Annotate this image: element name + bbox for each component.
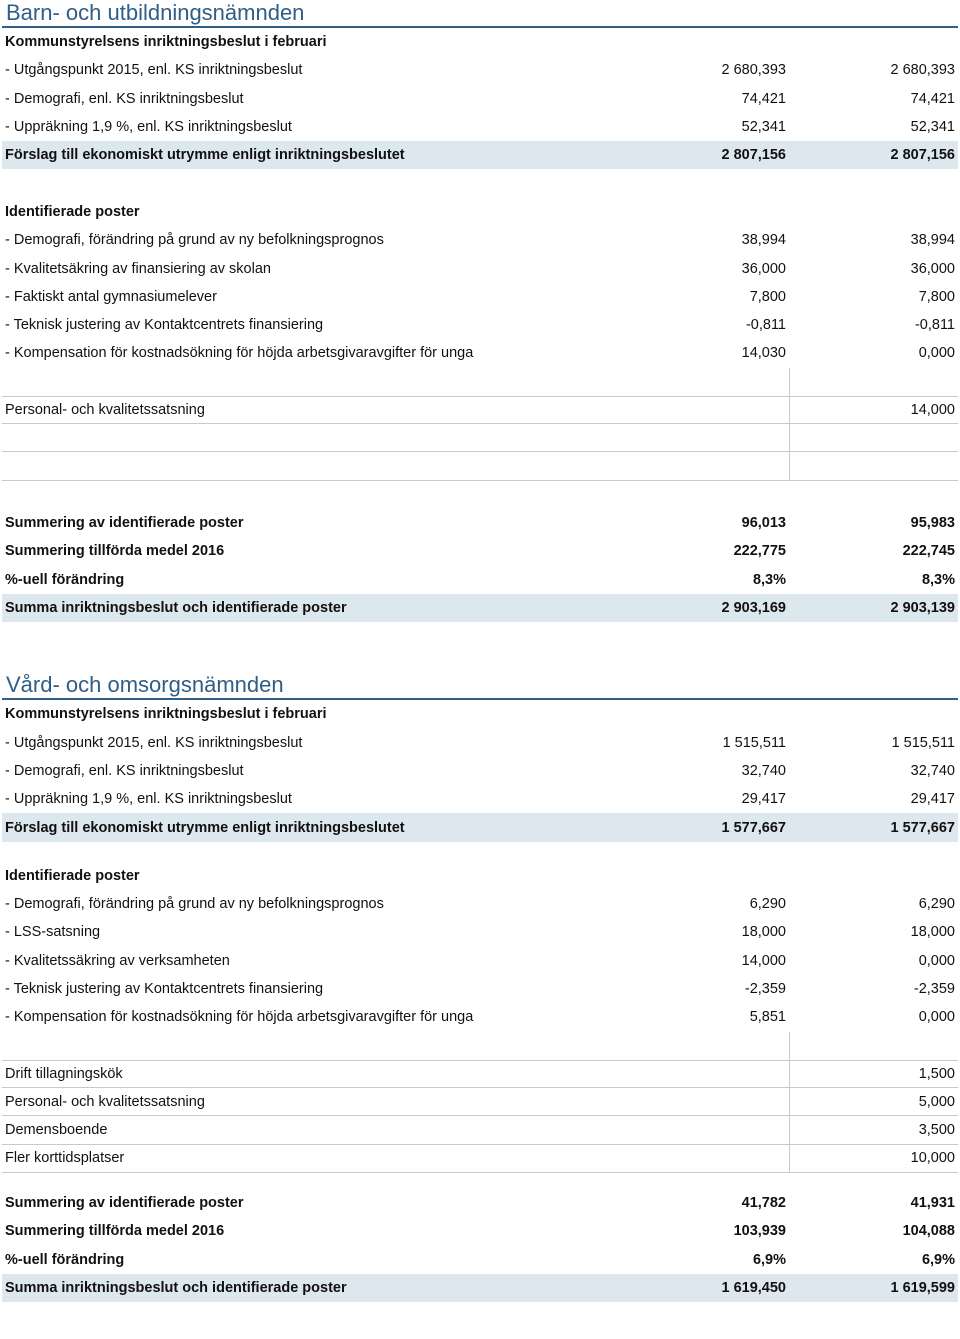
row-label: - Kompensation för kostnadsökning för höjda arbetsgivaravgifter för unga [5, 345, 474, 362]
section-title: Barn- och utbildningsnämnden [2, 0, 958, 28]
extra-row [2, 424, 958, 452]
row-value-2: 6,9% [921, 1251, 955, 1268]
row-value-2: 18,000 [910, 924, 955, 941]
spacer [2, 169, 958, 197]
row-label: - Demografi, förändring på grund av ny befolkningsprognos [5, 896, 384, 913]
table-row [2, 975, 958, 1003]
grid-divider [789, 1032, 790, 1060]
table-row [2, 254, 958, 282]
row-value-1: 32,740 [741, 762, 786, 779]
summary-row [2, 537, 958, 565]
row-value-1: 36,000 [741, 260, 786, 277]
row-value-2: 95,983 [910, 515, 955, 532]
total-value-2: 2 903,139 [890, 600, 955, 617]
row-label: - Kvalitetssäkring av verksamheten [5, 952, 230, 969]
spacer [2, 842, 958, 862]
grid-divider [789, 368, 790, 396]
row-value-2: -0,811 [914, 317, 955, 334]
spacer [2, 1173, 958, 1189]
identified-header [2, 198, 958, 226]
table-row [2, 729, 958, 757]
proposal-row [2, 141, 958, 169]
total-label: Summa inriktningsbeslut och identifierade poster [5, 600, 347, 617]
proposal-label: Förslag till ekonomiskt utrymme enligt inriktningsbeslutet [5, 147, 405, 164]
extra-row [2, 1145, 958, 1173]
row-value-1: -2,359 [744, 981, 786, 998]
row-value-2: 38,994 [910, 232, 955, 249]
total-row [2, 1274, 958, 1302]
row-label: Summering tillförda medel 2016 [5, 1223, 225, 1240]
table-row [2, 918, 958, 946]
row-label: - Demografi, enl. KS inriktningsbeslut [5, 90, 244, 107]
table-row [2, 113, 958, 141]
row-value-2: 1 515,511 [891, 734, 955, 751]
row-label: - Demografi, förändring på grund av ny befolkningsprognos [5, 232, 384, 249]
row-value-2: 222,745 [902, 543, 955, 560]
row-value-1: 103,939 [733, 1223, 786, 1240]
table-row [2, 1003, 958, 1031]
row-value-2: -2,359 [913, 981, 955, 998]
table-row [2, 56, 958, 84]
row-value-2: 36,000 [910, 260, 955, 277]
row-value-1: 7,800 [749, 288, 786, 305]
row-value-2: 0,000 [918, 952, 955, 969]
row-label [2, 452, 790, 479]
row-label: %-uell förändring [5, 1251, 125, 1268]
decision-header [2, 700, 958, 728]
row-label: - Utgångspunkt 2015, enl. KS inriktningsbeslut [5, 62, 303, 79]
row-value-2: 14,000 [910, 402, 955, 418]
budget-document [2, 0, 958, 1302]
row-value-2: 74,421 [910, 90, 955, 107]
row-label: Personal- och kvalitetssatsning [2, 397, 790, 423]
row-label: Fler korttidsplatser [2, 1145, 790, 1172]
row-value-2: 0,000 [918, 1009, 955, 1026]
summary-row [2, 566, 958, 594]
spacer [2, 481, 958, 509]
proposal-value-2: 1 577,667 [890, 819, 955, 836]
total-value-1: 2 903,169 [721, 600, 786, 617]
table-row [2, 890, 958, 918]
extra-row [2, 452, 958, 480]
table-row [2, 226, 958, 254]
row-label: - LSS-satsning [5, 924, 101, 941]
extra-row [2, 1088, 958, 1116]
summary-row [2, 509, 958, 537]
row-label: - Teknisk justering av Kontaktcentrets finansiering [5, 981, 324, 998]
table-row [2, 85, 958, 113]
table-row [2, 785, 958, 813]
row-label: Personal- och kvalitetssatsning [2, 1088, 790, 1115]
row-value-2: 41,931 [910, 1195, 955, 1212]
proposal-row [2, 813, 958, 841]
row-label: Drift tillagningskök [2, 1061, 790, 1087]
identified-header-label: Identifierade poster [5, 203, 140, 220]
proposal-value-1: 1 577,667 [721, 819, 786, 836]
total-row [2, 594, 958, 622]
row-value-2: 0,000 [918, 345, 955, 362]
row-value-1: 2 680,393 [721, 62, 786, 79]
row-label: - Faktiskt antal gymnasiumelever [5, 288, 217, 305]
row-label: - Utgångspunkt 2015, enl. KS inriktningsbeslut [5, 734, 303, 751]
row-value-1: 18,000 [741, 924, 786, 941]
row-label: %-uell förändring [5, 571, 125, 588]
section-spacer [2, 622, 958, 672]
row-label: - Uppräkning 1,9 %, enl. KS inriktningsbeslut [5, 791, 292, 808]
summary-row [2, 1217, 958, 1245]
total-label: Summa inriktningsbeslut och identifierade poster [5, 1280, 347, 1297]
total-value-2: 1 619,599 [890, 1280, 955, 1297]
row-label: - Teknisk justering av Kontaktcentrets finansiering [5, 317, 324, 334]
row-label: Summering av identifierade poster [5, 515, 244, 532]
row-value-1: 96,013 [741, 515, 786, 532]
decision-header-label: Kommunstyrelsens inriktningsbeslut i februari [5, 706, 327, 723]
row-label: - Kvalitetsäkring av finansiering av skolan [5, 260, 271, 277]
row-label: Summering av identifierade poster [5, 1195, 244, 1212]
extra-row [2, 396, 958, 424]
section-vard-omsorg [2, 672, 958, 1302]
table-row [2, 947, 958, 975]
row-value-1: 1 515,511 [722, 734, 786, 751]
row-value-1: 38,994 [741, 232, 786, 249]
row-value-1: 74,421 [741, 90, 786, 107]
row-value-2: 29,417 [910, 791, 955, 808]
row-label: Demensboende [2, 1116, 790, 1143]
row-value-2: 3,500 [918, 1122, 955, 1139]
row-label: - Demografi, enl. KS inriktningsbeslut [5, 762, 244, 779]
row-label: - Uppräkning 1,9 %, enl. KS inriktningsbeslut [5, 119, 292, 136]
section-barn-utbildning [2, 0, 958, 622]
proposal-value-1: 2 807,156 [721, 147, 786, 164]
identified-header [2, 862, 958, 890]
row-value-1: 222,775 [733, 543, 786, 560]
row-value-1: 52,341 [741, 119, 786, 136]
row-value-2: 2 680,393 [890, 62, 955, 79]
row-value-2: 10,000 [910, 1150, 955, 1167]
row-label: Summering tillförda medel 2016 [5, 543, 225, 560]
section-title: Vård- och omsorgsnämnden [2, 672, 958, 700]
table-row [2, 311, 958, 339]
row-label [2, 424, 790, 451]
row-value-1: 5,851 [749, 1009, 786, 1026]
row-value-2: 104,088 [902, 1223, 955, 1240]
row-value-1: 29,417 [741, 791, 786, 808]
row-label: - Kompensation för kostnadsökning för höjda arbetsgivaravgifter för unga [5, 1009, 474, 1026]
table-row [2, 283, 958, 311]
row-value-1: 8,3% [752, 571, 786, 588]
table-row [2, 757, 958, 785]
summary-row [2, 1189, 958, 1217]
row-value-2: 6,290 [918, 896, 955, 913]
proposal-label: Förslag till ekonomiskt utrymme enligt inriktningsbeslutet [5, 819, 405, 836]
row-value-1: 6,9% [752, 1251, 786, 1268]
summary-row [2, 1246, 958, 1274]
spacer [2, 368, 958, 396]
row-value-2: 5,000 [918, 1093, 955, 1110]
total-value-1: 1 619,450 [721, 1280, 786, 1297]
row-value-2: 32,740 [910, 762, 955, 779]
row-value-2: 52,341 [910, 119, 955, 136]
decision-header-label: Kommunstyrelsens inriktningsbeslut i februari [5, 34, 327, 51]
row-value-1: 6,290 [749, 896, 786, 913]
row-value-1: 14,000 [741, 952, 786, 969]
row-value-1: 41,782 [741, 1195, 786, 1212]
row-value-1: -0,811 [745, 317, 786, 334]
row-value-1: 14,030 [741, 345, 786, 362]
decision-header [2, 28, 958, 56]
row-value-2: 8,3% [921, 571, 955, 588]
spacer [2, 1032, 958, 1060]
proposal-value-2: 2 807,156 [890, 147, 955, 164]
extra-row [2, 1116, 958, 1144]
extra-row [2, 1060, 958, 1088]
identified-header-label: Identifierade poster [5, 867, 140, 884]
row-value-2: 1,500 [918, 1065, 955, 1082]
table-row [2, 339, 958, 367]
row-value-2: 7,800 [918, 288, 955, 305]
